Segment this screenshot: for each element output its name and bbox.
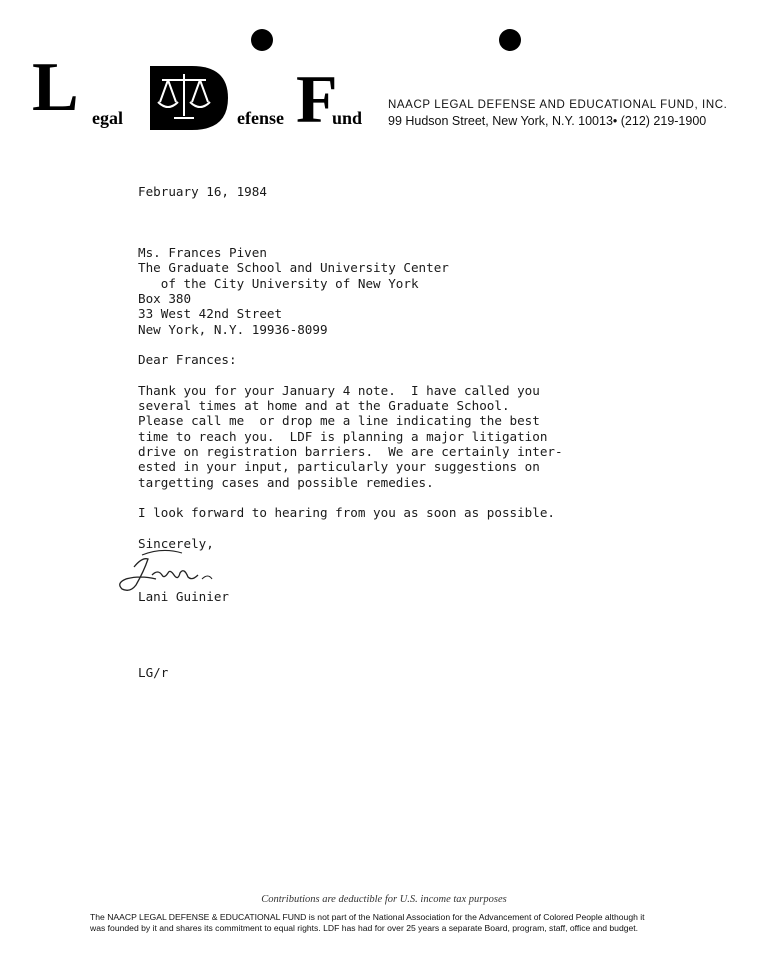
logo-word-efense: efense: [237, 108, 284, 128]
logo-letter-F: F: [296, 61, 338, 132]
recipient-line: The Graduate School and University Center: [138, 260, 449, 276]
org-name: NAACP LEGAL DEFENSE AND EDUCATIONAL FUND, INC.: [388, 99, 728, 111]
logo-letter-L: L: [32, 60, 79, 126]
paragraph-line: time to reach you. LDF is planning a major litigation: [138, 428, 548, 444]
signer-name: Lani Guinier: [138, 589, 229, 604]
footer-tax-note: Contributions are deductible for U.S. income tax purposes: [261, 894, 507, 905]
recipient-line: of the City University of New York: [138, 275, 419, 291]
punch-hole-right: [499, 29, 521, 51]
recipient-line: Box 380: [138, 291, 192, 307]
paragraph-line: several times at home and at the Graduate School.: [138, 398, 510, 414]
paragraph-1: [138, 383, 578, 490]
logo-d-block: [150, 66, 228, 130]
salutation: Dear Frances:: [138, 352, 237, 368]
recipient-address: [138, 245, 578, 337]
footer-disclaimer-line: The NAACP LEGAL DEFENSE & EDUCATIONAL FUND is not part of the National Association for the Advancement of Colored People although it: [90, 912, 645, 922]
footer-disclaimer-line: was founded by it and shares its commitment to equal rights. LDF has had for over 25 years a separate Board, program, staff, office and budget.: [90, 923, 639, 933]
recipient-line: New York, N.Y. 19936-8099: [138, 321, 328, 337]
recipient-line: 33 West 42nd Street: [138, 306, 283, 322]
paragraph-line: Please call me or drop me a line indicating the best: [138, 413, 540, 429]
punch-hole-left: [251, 29, 273, 51]
paragraph-line: ested in your input, particularly your suggestions on: [138, 459, 540, 475]
footer-disclaimer: [90, 912, 690, 934]
paragraph-2: I look forward to hearing from you as soon as possible.: [138, 505, 556, 521]
ldf-logo: [32, 60, 372, 132]
letter-body: [138, 184, 578, 551]
letterhead-org-block: [388, 98, 727, 129]
org-address: 99 Hudson Street, New York, N.Y. 10013• (212) 219-1900: [388, 114, 707, 128]
handwritten-signature: [112, 545, 222, 595]
paragraph-line: Thank you for your January 4 note. I have called you: [138, 382, 540, 398]
typist-initials: LG/r: [138, 665, 169, 680]
recipient-line: Ms. Frances Piven: [138, 245, 267, 261]
closing: Sincerely,: [138, 535, 214, 551]
paragraph-line: targetting cases and possible remedies.: [138, 474, 434, 490]
logo-word-und: und: [332, 108, 363, 128]
letter-date: February 16, 1984: [138, 184, 267, 199]
logo-word-egal: egal: [92, 108, 123, 128]
paragraph-line: drive on registration barriers. We are certainly inter-: [138, 444, 563, 460]
